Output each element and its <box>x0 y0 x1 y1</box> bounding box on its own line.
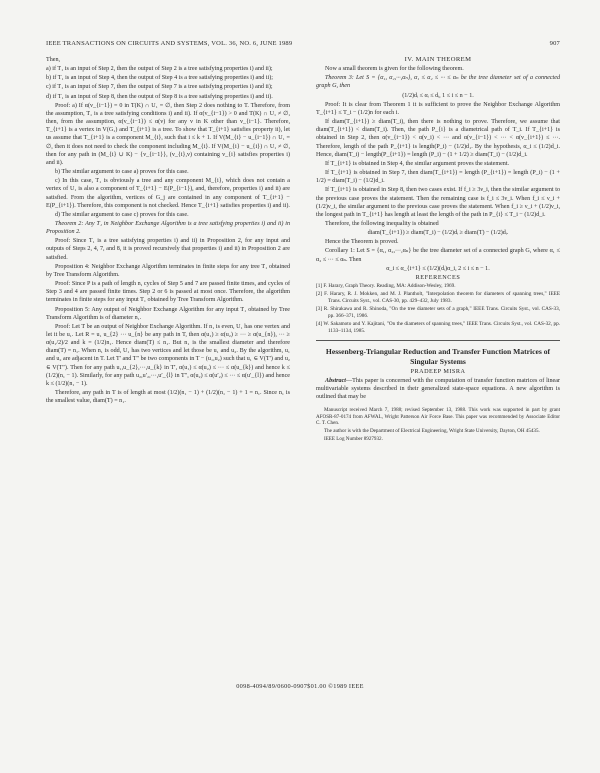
reference-item: [1] F. Harary, Graph Theory. Reading, MA: Addison-Wesley, 1969. <box>316 283 456 290</box>
footnote-item: Manuscript received March 7, 1988; revised September 13, 1988. This work was supported in part by grant AFOSR-87-0174 from AFWAL, Wright Patterson Air Force Base. This paper was recommended by Associate Editor C. T. Chen. <box>316 407 560 427</box>
proof-paragraph: If T_{i+1} is obtained in Step 8, then two cases exist. If f_i ≥ 3ν_i, then the similar argument to the previous case proves the statement. Then the remaining case is f_i ≤ 3ν_i. When f_i ≤ ν_i + (1/2)ν_i, the similar argument to the previous case proves the statement. When f_i ≥ ν_i + (1/2)ν_i, the longest path in T_{i+1} has length at least the length of the path in P_{i} ≤ T_i − (1/2)d_i. <box>316 187 560 218</box>
abstract-text: —This paper is concerned with the computation of transfer function matrices of linear multivariable systems described in their generalized state-space equations. A new algorithm is outlined that may be <box>316 377 560 401</box>
section-title: IV. MAIN THEOREM <box>404 56 472 63</box>
list-item: a) if T₁ is an input of Step 2, then the output of Step 2 is a tree satisfying properties i) and ii); <box>46 66 273 73</box>
proposition-statement: Proposition 5: Any output of Neighbor Exchange Algorithm for any input T₁ obtained by Tree Transform Algorithm is of diameter n₁. <box>46 306 290 321</box>
footnote-item: IEEE Log Number 8927932. <box>324 435 383 442</box>
list-item: c) if T₁ is an input of Step 7, then the output of Step 7 is a tree satisfying properties i) and ii); <box>46 84 273 91</box>
list-item: d) if T₁ is an input of Step 8, then the output of Step 8 is a tree satisfying properties i) and ii). <box>46 93 273 100</box>
proof-paragraph: Hence the Theorem is proved. <box>325 239 399 246</box>
proof-paragraph: Proof: Let T be an output of Neighbor Exchange Algorithm. If n₁ is even, U₁ has one vertex and let it be u₁. Let R = u₁ u_{2} ··· u_{n} be any path in T, then α(u₁) ≥ α(u₂) ≥ ··· ≥ α(u_{n}), ··· ≥ α(u₁/2)/2 and k = (1/2)n₁. Hence diam(T) ≤ n₁. But n₁ is the smallest diameter and therefore diam(T) = n₁. When n₁ is odd, U₁ has two vertices and let those be u₁ and u₂. By the algorithm, u₁ and u₂ are adjacent in T. Let T′ and T″ be two components in T − (u₁,u₂) such that u₁ ∈ V(T′) and u₂ ∈ V(T″). Then for any path u₁,u_{2},···,u_{k} in T′, α(u₁) ≤ α(u₂) ≤ ··· ≤ α(u_{k}) and hence k ≤ (1/2)(n₁ − 1). Similarly, for any path u₂,u′₂,···,u′_{l} in T″, α(u₂) ≤ α(u′₂) ≤ ··· ≤ α(u′_{l}) and hence k ≤ (1/2)(n₁ − 1). <box>46 323 290 387</box>
reference-item: [4] W. Sakamoto and Y. Kajitani, "On the diameters of spanning trees," IEEE Trans. Circuits Syst., vol. CAS-32, pp. 1133–1134, 1985. <box>316 320 560 334</box>
proposition-statement: Proposition 4: Neighbor Exchange Algorithm terminates in finite steps for any tree T₁ obtained by Tree Transform Algorithm. <box>46 263 290 278</box>
proof-paragraph: Proof: It is clear from Theorem 1 it is sufficient to prove the Neighbor Exchange Algorithm T_{i+1} ≤ T_i − (1/2)n for each i. <box>316 101 560 116</box>
intro-text: Then, <box>46 57 61 63</box>
right-column <box>316 56 560 443</box>
proof-paragraph: If T_{i+1} is obtained in Step 7, then diam(T_{i+1}) = length (P_{i+1}) = length (P_i) − (1 + 1/2) = diam(T_i) − (1/2)d_i. <box>316 170 560 185</box>
proof-paragraph: Therefore, any path in T is of length at most (1/2)(n₁ − 1) + (1/2)(n₁ − 1) + 1 = n₁. Since n₁ is the smallest value, diam(T) = n₁. <box>46 390 290 405</box>
reference-item: [2] F. Harary, R. J. Mokken, and M. J. Plantholt, "Interpolation theorem for diameters of spanning trees," IEEE Trans. Circuits Syst., vol. CAS-30, pp. 429–432, July 1983. <box>316 290 560 304</box>
section-intro: Now a small theorem is given for the following theorem. <box>325 66 464 73</box>
corollary-statement: Corollary 1: Let S = {α₁, α₂,···,αₙ} be the tree diameter set of a connected graph G, where α₁ ≤ α₂ ≤ ··· ≤ αₙ. Then <box>316 248 560 263</box>
footnote-item: The author is with the Department of Electrical Engineering, Wright State University, Dayton, OH 45435. <box>324 428 540 434</box>
references-title: REFERENCES <box>415 273 461 281</box>
journal-header: IEEE TRANSACTIONS ON CIRCUITS AND SYSTEMS, VOL. 36, NO. 6, JUNE 1989 <box>46 40 293 47</box>
abstract <box>316 377 560 401</box>
theorem-statement: Theorem 2: Any T₁ in Neighbor Exchange Algorithm is a tree satisfying properties i) and ii) in Proposition 2. <box>46 220 290 236</box>
proof-paragraph: Therefore, the following inequality is obtained <box>325 220 439 227</box>
proof-paragraph: b) The similar argument to case a) proves for this case. <box>55 169 189 176</box>
equation: α_i ≤ α_{i+1} ≤ (1/2)(dᵢ)α_i, 2 ≤ i ≤ n − 1. <box>386 265 490 272</box>
proof-paragraph: c) In this case, T₁ is obviously a tree and any component M_{i}, which does not contain a vertex of U₁ is also a component of T_{i+1} − E(P_{i−1}), and, therefore, properties i) and ii) are satisfied. From the algorithm, vertices of G_j are contained in any component of T_{i+1} − E(P_{i+1}). Therefore, this component is not checked. Hence T_{i+1} satisfies properties i) and ii). <box>46 178 290 209</box>
list-item: b) if T₁ is an input of Step 4, then the output of Step 4 is a tree satisfying properties i) and ii); <box>46 75 273 82</box>
proof-paragraph: If diam(T_{i+1}) ≥ diam(T_i), then there is nothing to prove. Therefore, we assume that diam(T_{i+1}) < diam(T_i). Then, the path P_{i} is a diametrical path of T_i. If T_{i+1} is obtained in Step 2, then α(v_{i−1}) < α(v_i) < ··· and α(v_{i−1}) < ··· < α(v_{i+1}) ≤ ···. Therefore, length of the path P_{i+1} is length(P_i) − (1/2)d₁. By the hypothesis, α_i ≤ (1/2)d_i. Hence, diam(T_i) − length(P_{i+1}) = length (P_i) − (1 + 1/2) ≥ diam(T_i) − (1/2)d_i. <box>316 119 560 158</box>
copyright-footer: 0098-4094/89/0600-0907$01.00 ©1989 IEEE <box>236 683 364 690</box>
proof-paragraph: Proof: a) If α(v_{i−1}) = 0 in T(K) ∩ U₁ = ∅, then Step 2 does nothing to T. Therefore, from the assumption, T₁ is a tree satisfying conditions i) and ii). If α(v_{i−1}) > 0 and T(K) ∩ U₁ ≠ ∅, then, from the assumption, α(v_{i−1}) ≤ α(v) for any v in K other than v_{i−1}. Therefore, T_{i+1} is a vertex in V(G₁) and T_{i+1} is a tree. To show that T_{i+1} satisfies property ii), let us assume that T_{i+1} is a component M_{i}, such that i ≤ k + 1. If V(M_{i} − u_{i−1}) ∩ U₁ = ∅, then it does not need to check the component including M_{i}. If V(M_{i} − u_{i}) ∩ U₁ ≠ ∅, then for any path in (M_{i} ∪ K) − {v_{i−1}}, (v_{i},v) containing v_{i} satisfies properties i) and ii). <box>46 102 290 166</box>
left-column <box>46 56 290 406</box>
page-number: 907 <box>549 40 560 47</box>
article-title: Hessenberg-Triangular Reduction and Transfer Function Matrices of Singular Systems <box>325 347 551 366</box>
footnotes <box>316 407 560 442</box>
theorem-statement: Theorem 3: Let S = {α₁, α₂,···,αₙ}, α₁ ≤ α₂ ≤ ··· ≤ αₙ be the tree diameter set of a connected graph G, then <box>316 75 560 90</box>
proof-paragraph: If T_{i+1} is obtained in Step 4, the similar argument proves the statement. <box>325 160 510 167</box>
equation: (1/2)dᵢ ≤ αᵢ ≤ dᵢ, 1 ≤ i ≤ n − 1. <box>402 92 474 99</box>
reference-item: [3] R. Shirakawa and R. Shinoda, "On the tree diameter sets of a graph," IEEE Trans. Circuits Syst., vol. CAS-33, pp. 366–371, 1986. <box>316 305 560 319</box>
article-author: PRADEEP MISRA <box>410 367 466 375</box>
abstract-label: Abstract <box>325 377 346 384</box>
running-header <box>46 40 560 52</box>
proof-paragraph: d) The similar argument to case c) proves for this case. <box>55 211 189 218</box>
proof-paragraph: Proof: Since T₁ is a tree satisfying properties i) and ii) in Proposition 2, for any input and outputs of Steps 2, 4, 7, and 8, it is proved recursively that properties i) and ii) in Proposition 2 are satisfied. <box>46 238 290 261</box>
equation: diam(T_{i+1}) ≥ diam(T_i) − (1/2)dᵢ ≥ diam(T) − (1/2)dᵢ. <box>367 230 509 237</box>
article-divider <box>316 340 560 341</box>
proof-paragraph: Proof: Since P is a path of length n, cycles of Step 5 and 7 are passed finite times, and cycles of Step 3 and 4 are passed finite times. Step 2 or 6 is passed at most once. Therefore, the algorithm terminates in finite steps for any input T₁ obtained by Tree Transform Algorithm. <box>46 281 290 304</box>
